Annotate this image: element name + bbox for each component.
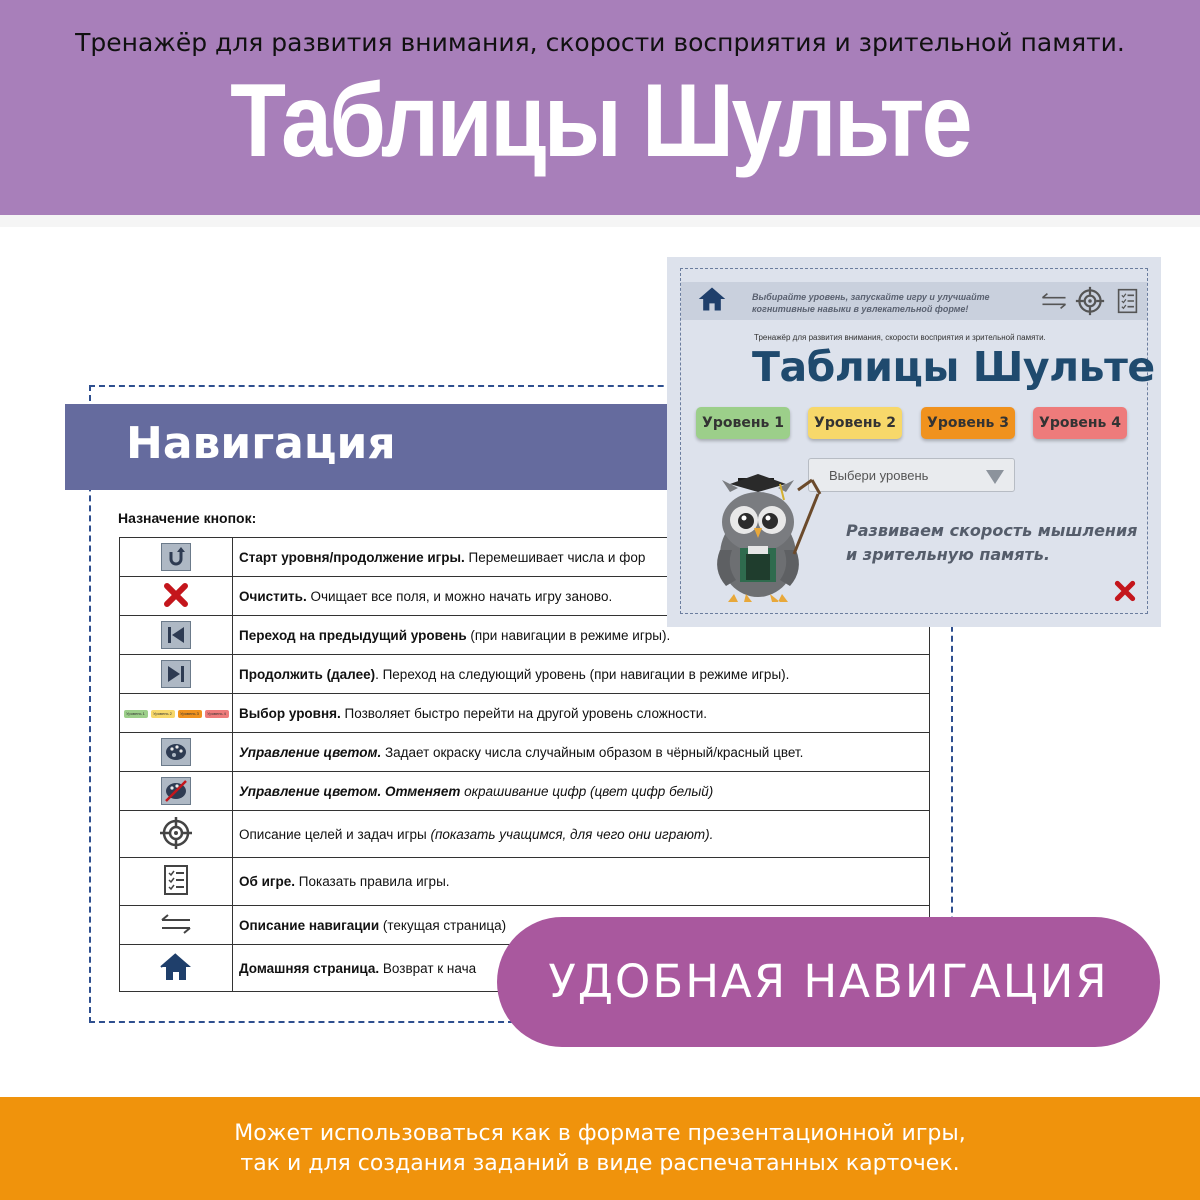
level-3-button[interactable]: Уровень 3 [921,407,1015,439]
banner-title: Таблицы Шульте [230,63,970,179]
level-2-button[interactable]: Уровень 2 [808,407,902,439]
slogan-line-1: Развиваем скорость мышления [846,521,1138,540]
game-caption: Тренажёр для развития внимания, скорости восприятия и зрительной памяти. [754,333,1046,342]
mini-level-3: Уровень 3 [178,710,202,718]
icon-cell [120,694,233,733]
icon-cell [120,772,233,811]
description-cell: Переход на предыдущий уровень (при навигации в режиме игры). [233,616,930,655]
buttons-label: Назначение кнопок: [118,510,257,526]
icon-cell [120,906,233,945]
description-cell: Домашняя страница. Возврат к нача [233,945,930,992]
divider [0,215,1200,227]
banner-subtitle: Тренажёр для развития внимания, скорости восприятия и зрительной памяти. [75,28,1125,57]
description-cell: Описание целей и задач игры (показать учащимся, для чего они играют). [233,811,930,858]
red-x-icon [162,596,190,611]
mini-level-1: Уровень 1 [124,710,148,718]
icon-cell [120,538,233,577]
level-1-button[interactable]: Уровень 1 [696,407,790,439]
footer-line-1: Может использоваться как в формате презентационной игры, [234,1121,966,1146]
description-cell: Управление цветом. Задает окраску числа случайным образом в чёрный/красный цвет. [233,733,930,772]
slogan-line-2: и зрительную память. [846,545,1050,564]
footer-text [0,1119,1200,1179]
mini-level-4: Уровень 4 [205,710,229,718]
description-cell: Управление цветом. Отменяет окрашивание цифр (цвет цифр белый) [233,772,930,811]
home-icon[interactable] [697,285,727,317]
owl-mascot-icon [700,470,830,609]
icon-cell [120,616,233,655]
game-title: Таблицы Шульте [752,343,1155,391]
table-row [120,811,930,858]
icon-cell [120,858,233,906]
undo-arrow-icon [161,543,191,571]
chevron-down-icon [986,470,1004,484]
description-cell: Очистить. Очищает все поля, и можно начать игру заново. [233,577,930,616]
level-buttons-icon [124,710,229,718]
game-tip: Выбирайте уровень, запускайте игру и улучшайте когнитивные навыки в увлекательной форме! [752,292,990,314]
description-cell: Продолжить (далее). Переход на следующий уровень (при навигации в режиме игры). [233,655,930,694]
level-4-button[interactable]: Уровень 4 [1033,407,1127,439]
table-row [120,733,930,772]
level-select[interactable] [808,458,1015,492]
swap-arrows-icon[interactable] [1040,290,1068,316]
table-row [120,858,930,906]
close-icon[interactable] [1113,580,1137,606]
nav-heading: Навигация [126,418,396,469]
icon-cell [120,733,233,772]
palette-crossed-icon [161,777,191,805]
swap-arrows-icon [159,924,193,939]
previous-level-icon [161,621,191,649]
description-cell: Выбор уровня. Позволяет быстро перейти на другой уровень сложности. [233,694,930,733]
description-cell: Об игре. Показать правила игры. [233,858,930,906]
icon-cell [120,945,233,992]
icon-cell [120,811,233,858]
game-slogan [846,519,1137,567]
target-icon[interactable] [1075,286,1105,320]
target-icon [159,838,193,853]
feature-pill-label: УДОБНАЯ НАВИГАЦИЯ [548,955,1109,1008]
checklist-icon[interactable] [1117,288,1138,318]
checklist-icon [163,884,189,899]
palette-icon [161,738,191,766]
icon-cell [120,577,233,616]
home-icon [159,970,193,985]
level-select-placeholder: Выбери уровень [829,468,929,483]
description-cell: Старт уровня/продолжение игры. Перемешивает числа и фор [233,538,930,577]
table-row [120,694,930,733]
description-cell: Описание навигации (текущая страница) [233,906,930,945]
table-row [120,655,930,694]
footer-line-2: так и для создания заданий в виде распечатанных карточек. [240,1151,960,1176]
table-row [120,772,930,811]
icon-cell [120,655,233,694]
next-level-icon [161,660,191,688]
mini-level-2: Уровень 2 [151,710,175,718]
